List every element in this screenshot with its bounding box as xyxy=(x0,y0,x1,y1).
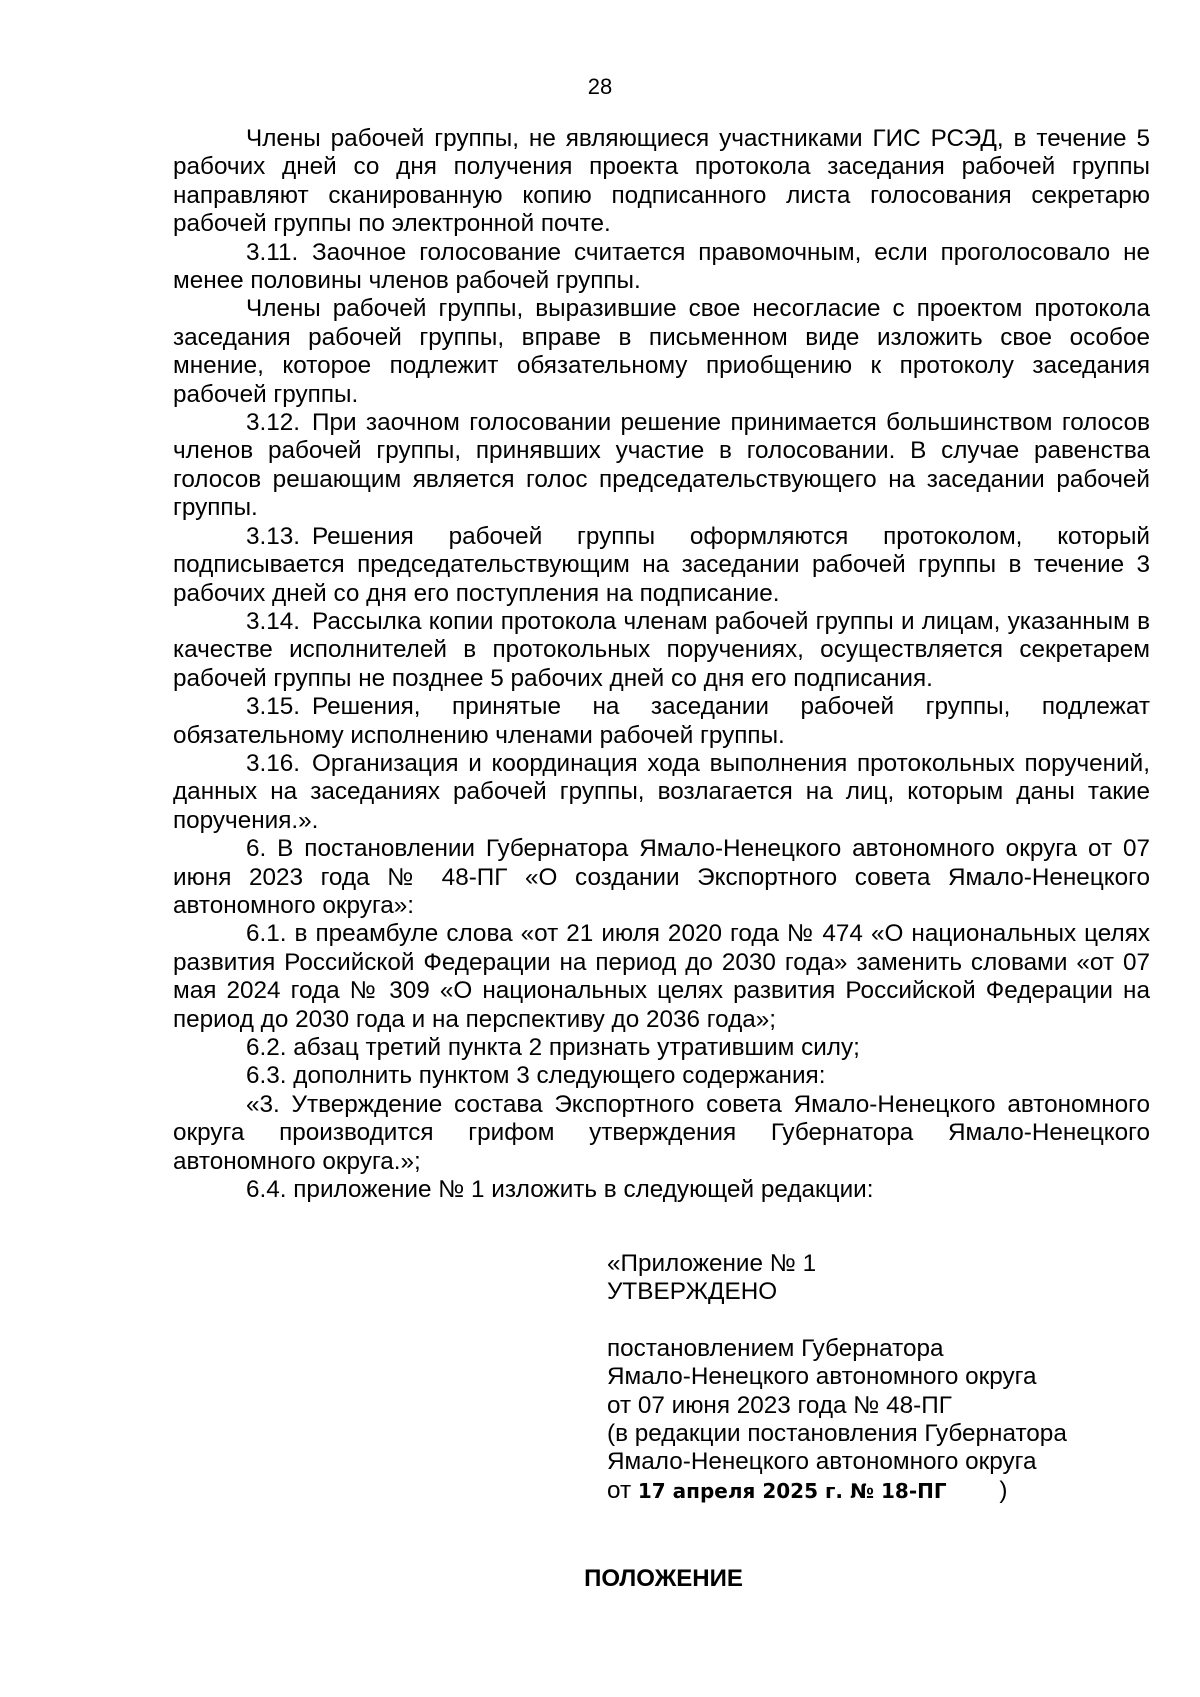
paragraph xyxy=(173,920,1150,1034)
paragraph-text: Заочное голосование считается правомочным, если проголосовало не менее половины членов рабочей группы. xyxy=(173,238,1150,295)
paragraph xyxy=(173,835,1150,920)
clause-number: 3.11. xyxy=(246,238,299,266)
paragraph-text: Организация и координация хода выполнения протокольных поручений, данных на заседаниях рабочей группы, возлагается на лиц, которым даны такие поручения.». xyxy=(173,749,1150,834)
paragraph xyxy=(173,125,1150,239)
registration-line xyxy=(607,1477,1167,1505)
approval-line: постановлением Губернатора xyxy=(607,1334,944,1362)
paragraph-text: 6. В постановлении Губернатора Ямало-Ненецкого автономного округа от 07 июня 2023 года № 48-ПГ «О создании Экспортного совета Ямало-Ненецкого автономного округа»: xyxy=(173,835,1150,919)
document-title: ПОЛОЖЕНИЕ xyxy=(584,1565,743,1592)
closing-parenthesis: ) xyxy=(999,1476,1008,1504)
paragraph xyxy=(173,693,1150,750)
paragraph xyxy=(173,1091,1150,1176)
paragraph xyxy=(173,523,1150,608)
paragraph xyxy=(173,239,1150,296)
paragraph xyxy=(173,1176,1150,1204)
registration-prefix: от xyxy=(607,1476,632,1504)
paragraph-text: Члены рабочей группы, выразившие свое несогласие с проектом протокола заседания рабочей группы, вправе в письменном виде изложить свое особое мнение, которое подлежит обязательному приобщению к протоколу заседания рабочей группы. xyxy=(173,295,1150,408)
paragraph-text: 6.1. в преамбуле слова «от 21 июля 2020 года № 474 «О национальных целях развития Российской Федерации на период до 2030 года» заменить словами «от 07 мая 2024 года № 309 «О национальных целях развития Российской Федерации на период до 2030 года и на перспективу до 2036 года»; xyxy=(173,920,1150,1033)
paragraph-text: Решения, принятые на заседании рабочей группы, подлежат обязательному исполнению членами рабочей группы. xyxy=(173,693,1150,749)
paragraph-text: Решения рабочей группы оформляются протоколом, который подписывается председательствующим на заседании рабочей группы в течение 3 рабочих дней со дня его поступления на подписание. xyxy=(173,522,1150,607)
clause-number: 3.15. xyxy=(246,693,301,721)
registration-date-number: 17 апреля 2025 г. № 18-ПГ xyxy=(637,1478,947,1503)
approval-line: (в редакции постановления Губернатора xyxy=(607,1420,1067,1448)
appendix-label: «Приложение № 1 xyxy=(607,1250,817,1277)
clause-number: 3.16. xyxy=(246,749,301,777)
paragraph xyxy=(173,1062,1150,1090)
paragraph-text: «3. Утверждение состава Экспортного совета Ямало-Ненецкого автономного округа производится грифом утверждения Губернатора Ямало-Ненецкого автономного округа.»; xyxy=(173,1090,1150,1175)
paragraph xyxy=(173,750,1150,835)
approved-stamp: УТВЕРЖДЕНО xyxy=(607,1278,778,1306)
paragraph xyxy=(173,1034,1150,1062)
clause-number: 3.12. xyxy=(246,409,301,437)
paragraph xyxy=(173,608,1150,693)
paragraph-text: Члены рабочей группы, не являющиеся участниками ГИС РСЭД, в течение 5 рабочих дней со дня получения проекта протокола заседания рабочей группы направляют сканированную копию подписанного листа голосования секретарю рабочей группы по электронной почте. xyxy=(173,125,1150,238)
approval-block xyxy=(607,1250,1167,1505)
approval-line: Ямало-Ненецкого автономного округа xyxy=(607,1363,1037,1391)
document-body xyxy=(173,125,1150,1204)
spacer xyxy=(607,1307,1167,1335)
paragraph-text: 6.2. абзац третий пункта 2 признать утратившим силу; xyxy=(246,1034,860,1061)
approval-line: Ямало-Ненецкого автономного округа xyxy=(607,1448,1037,1476)
approval-line: от 07 июня 2023 года № 48-ПГ xyxy=(607,1391,952,1419)
paragraph-text: 6.3. дополнить пунктом 3 следующего содержания: xyxy=(246,1062,826,1090)
clause-number: 3.13. xyxy=(246,522,301,550)
clause-number: 3.14. xyxy=(246,607,301,635)
paragraph-text: При заочном голосовании решение принимается большинством голосов членов рабочей группы, принявших участие в голосовании. В случае равенства голосов решающим является голос председательствующего на заседании рабочей группы. xyxy=(173,409,1150,522)
paragraph xyxy=(173,409,1150,523)
paragraph-text: Рассылка копии протокола членам рабочей группы и лицам, указанным в качестве исполнителей в протокольных поручениях, осуществляется секретарем рабочей группы не позднее 5 рабочих дней со дня его подписания. xyxy=(173,607,1150,692)
paragraph xyxy=(173,295,1150,409)
page-number: 28 xyxy=(587,74,613,99)
paragraph-text: 6.4. приложение № 1 изложить в следующей редакции: xyxy=(246,1176,874,1204)
